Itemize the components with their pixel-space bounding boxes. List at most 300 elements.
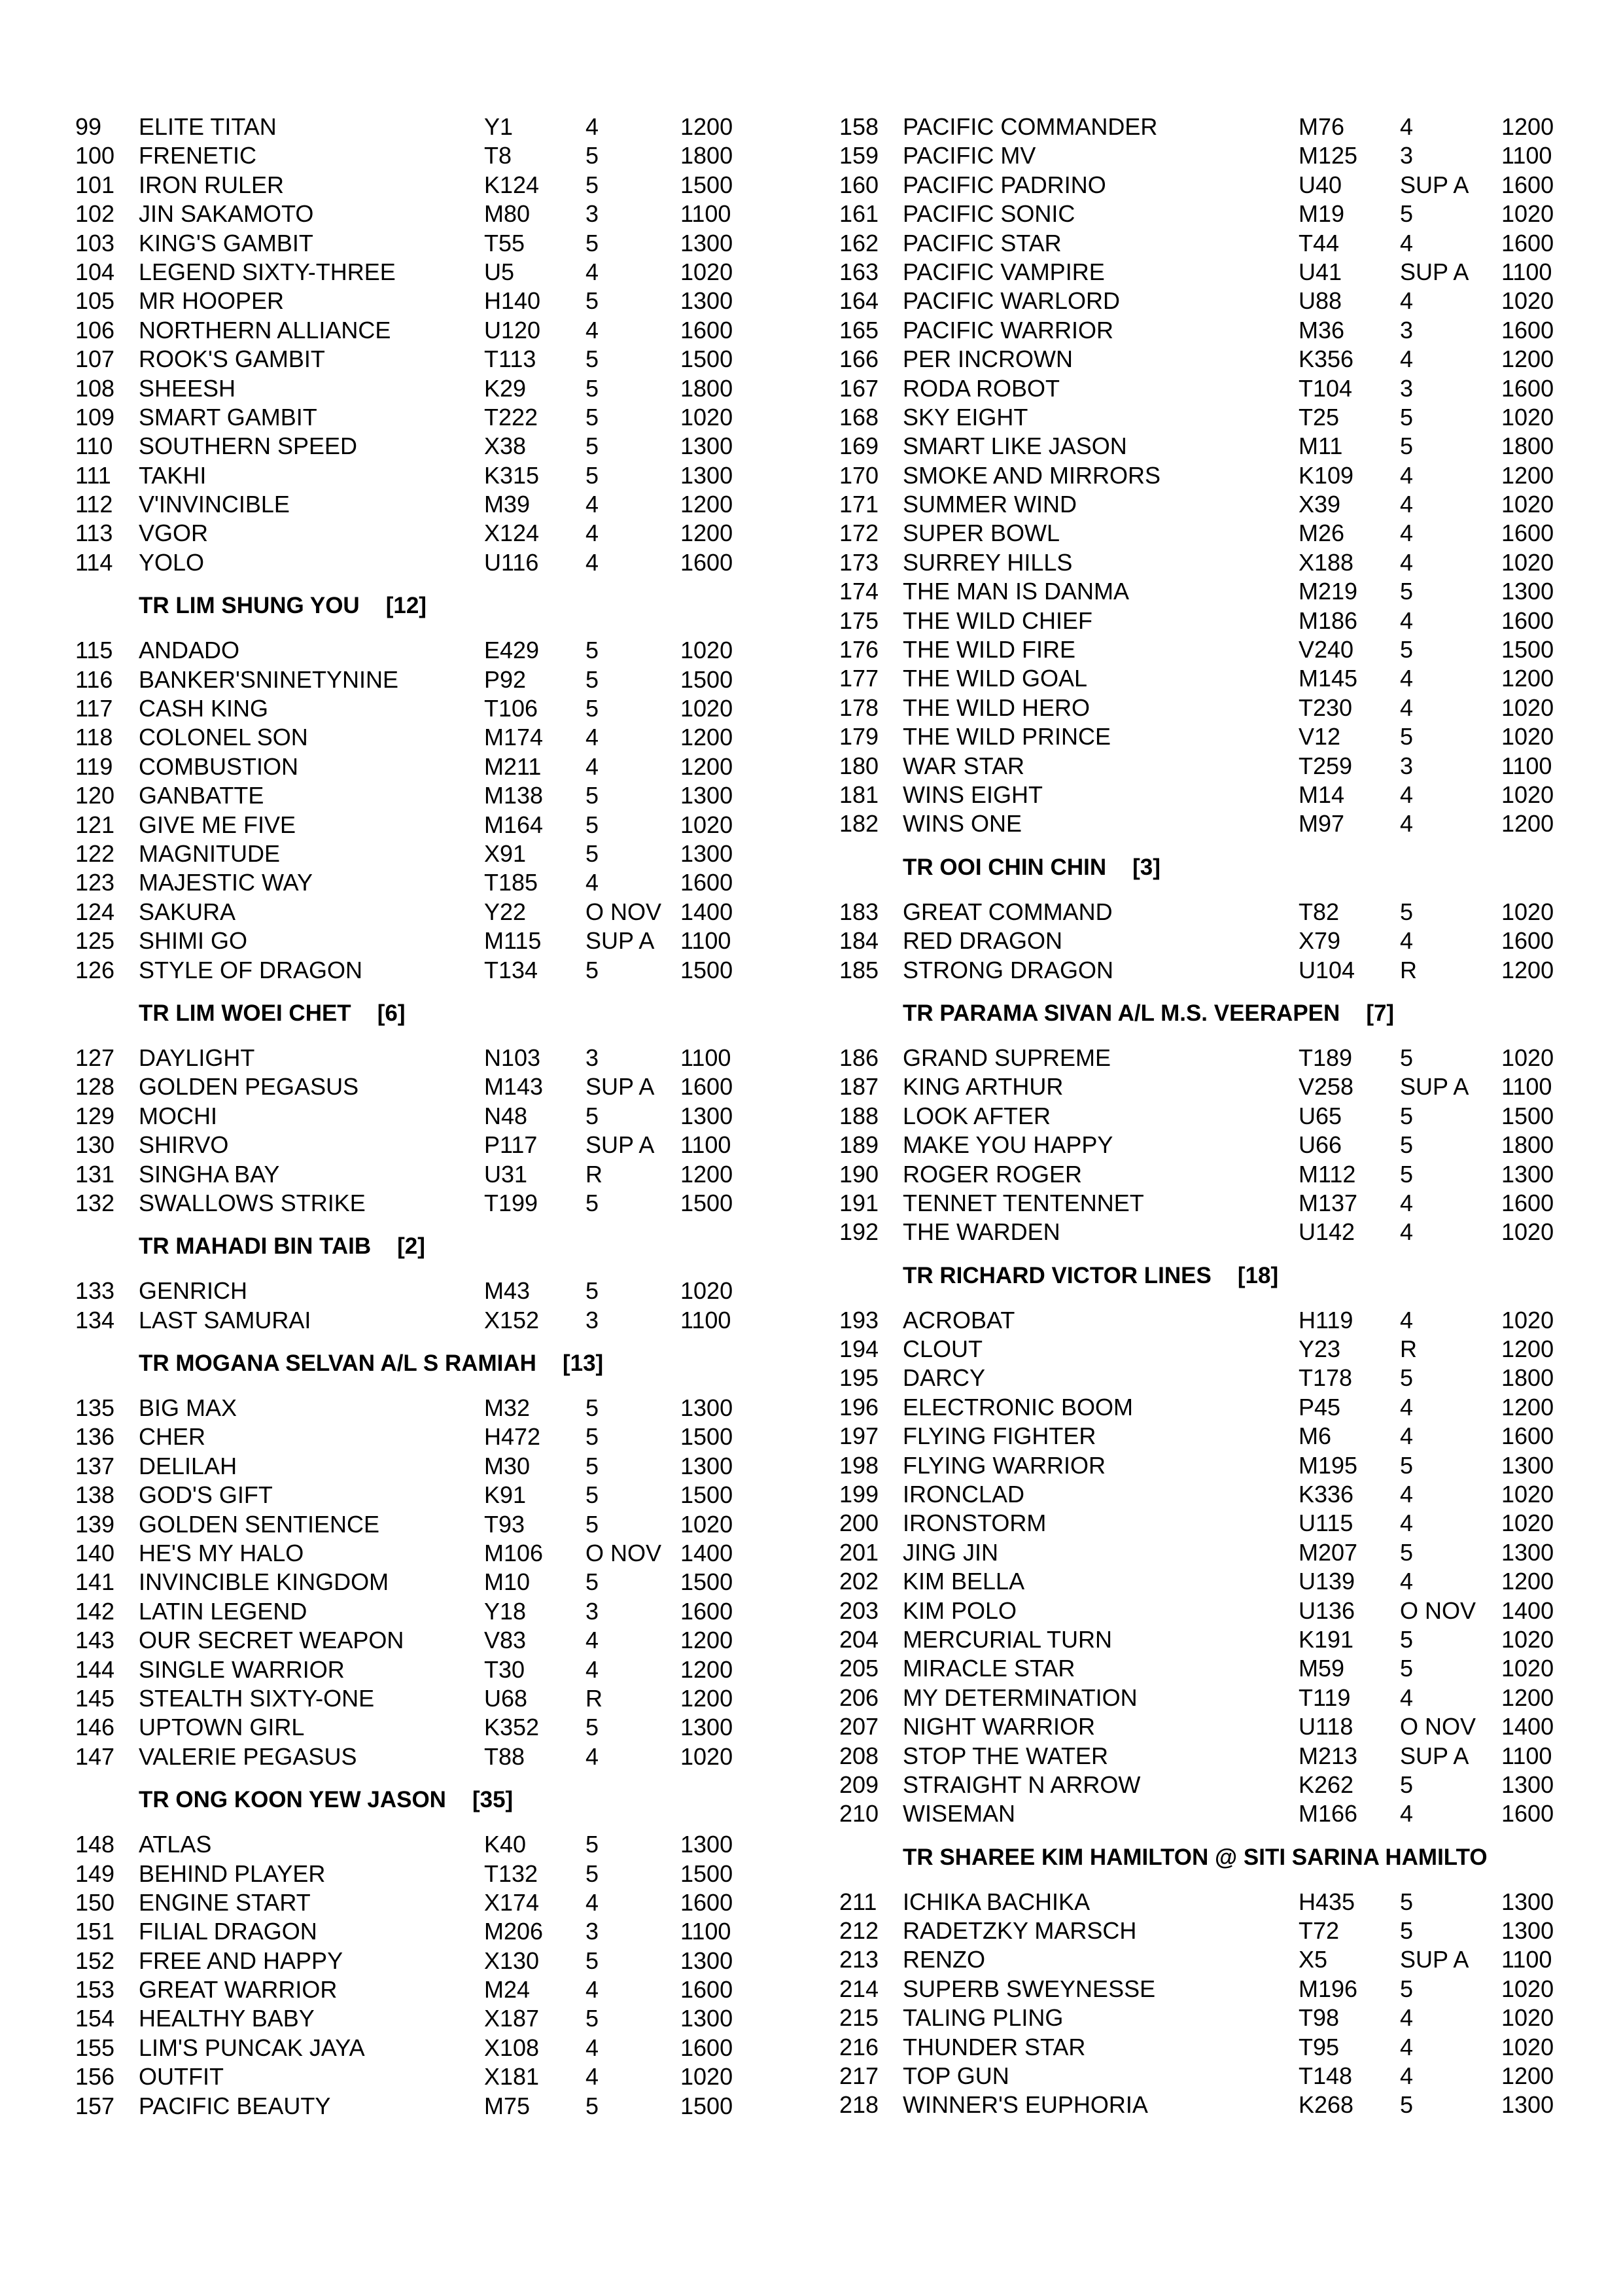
horse-weight: 1100 (1501, 1073, 1552, 1101)
horse-code: T178 (1299, 1364, 1353, 1392)
list-item (75, 898, 762, 927)
entry-number: 201 (839, 1538, 879, 1566)
horse-rating: 4 (585, 2063, 599, 2091)
entry-number: 99 (75, 113, 102, 140)
entry-number: 181 (839, 781, 879, 808)
horse-weight: 1200 (1501, 665, 1554, 692)
horse-name: CHER (139, 1423, 206, 1451)
horse-name: SKY EIGHT (903, 403, 1028, 431)
horse-weight: 1500 (680, 171, 733, 198)
trainer-heading (903, 1260, 1559, 1292)
entry-number: 206 (839, 1684, 879, 1711)
horse-name: SINGLE WARRIOR (139, 1655, 345, 1683)
list-item (75, 113, 762, 141)
entry-number: 137 (75, 1452, 115, 1479)
horse-rating: 5 (1400, 1364, 1414, 1392)
horse-code: M138 (484, 782, 544, 809)
horse-name: OUTFIT (139, 2063, 224, 2091)
list-item (75, 1160, 762, 1189)
horse-code: M26 (1299, 520, 1345, 547)
horse-code: T185 (484, 869, 538, 896)
horse-rating: 4 (585, 1976, 599, 2004)
horse-code: E429 (484, 637, 540, 664)
horse-rating: SUP A (585, 1073, 655, 1101)
horse-name: PACIFIC WARLORD (903, 287, 1121, 315)
horse-code: X5 (1299, 1946, 1328, 1973)
horse-name: TALING PLING (903, 2004, 1064, 2032)
horse-weight: 1800 (1501, 1131, 1554, 1159)
horse-weight: 1300 (1501, 2091, 1554, 2119)
list-item (839, 1451, 1559, 1480)
list-item (839, 722, 1559, 751)
horse-rating: SUP A (585, 927, 655, 955)
horse-rating: 5 (1400, 723, 1414, 751)
list-item (75, 548, 762, 577)
list-item (75, 374, 762, 403)
horse-weight: 1600 (1501, 1800, 1554, 1828)
trainer-name: TR SHAREE KIM HAMILTON @ SITI SARINA HAMILTO (903, 1844, 1488, 1870)
horse-weight: 1100 (680, 1306, 731, 1333)
horse-name: MAGNITUDE (139, 839, 280, 867)
list-item (75, 1742, 762, 1771)
list-item (839, 1509, 1559, 1538)
horse-rating: 5 (1400, 1451, 1414, 1479)
list-item (75, 781, 762, 810)
horse-code: T72 (1299, 1917, 1340, 1945)
list-item (839, 1306, 1559, 1335)
horse-name: GOLDEN PEGASUS (139, 1073, 359, 1101)
horse-rating: 5 (585, 1423, 599, 1451)
horse-weight: 1100 (1501, 752, 1552, 779)
horse-name: IRONSTORM (903, 1510, 1047, 1537)
horse-rating: 5 (585, 811, 599, 838)
horse-name: MAJESTIC WAY (139, 869, 313, 896)
horse-rating: 3 (585, 1597, 599, 1625)
horse-name: DELILAH (139, 1452, 237, 1479)
horse-code: T98 (1299, 2004, 1340, 2032)
horse-name: MAKE YOU HAPPY (903, 1131, 1113, 1159)
list-item (75, 1394, 762, 1422)
entry-number: 172 (839, 520, 879, 547)
horse-name: PACIFIC MV (903, 142, 1036, 169)
horse-name: LOOK AFTER (903, 1102, 1051, 1129)
horse-rating: 5 (1400, 1131, 1414, 1159)
horse-name: CLOUT (903, 1335, 983, 1363)
horse-name: MY DETERMINATION (903, 1684, 1138, 1711)
horse-name: RADETZKY MARSCH (903, 1917, 1137, 1945)
entry-number: 216 (839, 2033, 879, 2060)
horse-name: PER INCROWN (903, 345, 1073, 373)
horse-weight: 1300 (1501, 1888, 1554, 1915)
horse-weight: 1200 (680, 1627, 733, 1654)
horse-name: VGOR (139, 520, 209, 547)
horse-name: THE WILD PRINCE (903, 723, 1111, 751)
entry-number: 211 (839, 1888, 877, 1915)
horse-rating: 5 (585, 1481, 599, 1509)
list-item (839, 548, 1559, 577)
entry-number: 218 (839, 2091, 879, 2119)
entry-number: 108 (75, 374, 115, 402)
horse-weight: 1100 (680, 200, 731, 228)
horse-name: WISEMAN (903, 1800, 1016, 1828)
trainer-heading (139, 590, 762, 622)
list-item (839, 1044, 1559, 1072)
horse-name: ICHIKA BACHIKA (903, 1888, 1091, 1915)
entry-number: 210 (839, 1800, 879, 1828)
horse-weight: 1300 (680, 2005, 733, 2032)
entry-number: 148 (75, 1831, 115, 1858)
horse-name: KIM POLO (903, 1597, 1017, 1624)
horse-name: FILIAL DRAGON (139, 1918, 317, 1945)
horse-name: SHEESH (139, 374, 236, 402)
list-item (75, 811, 762, 839)
trainer-horse-count: [2] (397, 1233, 425, 1260)
horse-weight: 1020 (1501, 2004, 1554, 2032)
horse-rating: 5 (1400, 898, 1414, 925)
list-item (75, 927, 762, 955)
horse-weight: 1020 (680, 2063, 733, 2091)
horse-weight: 1300 (680, 1831, 733, 1858)
horse-code: M174 (484, 724, 544, 751)
horse-code: P92 (484, 665, 527, 693)
entry-number: 101 (75, 171, 115, 198)
horse-rating: R (585, 1160, 602, 1188)
trainer-block (839, 1260, 1559, 1829)
horse-code: V240 (1299, 636, 1354, 663)
entry-number: 184 (839, 927, 879, 955)
horse-code: U31 (484, 1160, 528, 1188)
entry-number: 122 (75, 839, 115, 867)
horse-weight: 1600 (1501, 229, 1554, 256)
horse-weight: 1500 (680, 1481, 733, 1509)
trainer-horse-count: [13] (562, 1351, 604, 1377)
horse-weight: 1500 (680, 665, 733, 693)
horse-rating: 5 (585, 637, 599, 664)
horse-code: U118 (1299, 1713, 1353, 1740)
list-item (839, 1625, 1559, 1654)
horse-code: M30 (484, 1452, 531, 1479)
entry-number: 104 (75, 258, 115, 285)
horse-weight: 1200 (680, 1684, 733, 1712)
horse-weight: 1200 (680, 491, 733, 518)
horse-code: U65 (1299, 1102, 1342, 1129)
horse-weight: 1800 (1501, 433, 1554, 460)
entry-number: 112 (75, 491, 113, 518)
trainer-name: TR MAHADI BIN TAIB (139, 1233, 372, 1260)
horse-weight: 1200 (1501, 113, 1554, 140)
horse-rating: O NOV (585, 1540, 662, 1567)
entry-number: 197 (839, 1422, 879, 1450)
horse-code: U104 (1299, 956, 1355, 983)
horse-weight: 1100 (1501, 142, 1552, 169)
horse-rating: 4 (585, 548, 599, 576)
entry-number: 146 (75, 1714, 115, 1741)
list-item (839, 287, 1559, 315)
horse-weight: 1500 (680, 2092, 733, 2119)
horse-code: M145 (1299, 665, 1358, 692)
horse-rating: 4 (585, 258, 599, 285)
list-item (839, 1888, 1559, 1916)
horse-weight: 1020 (1501, 781, 1554, 808)
horse-weight: 1020 (1501, 1044, 1554, 1071)
horse-code: K91 (484, 1481, 527, 1509)
horse-rating: 4 (585, 869, 599, 896)
entry-number: 200 (839, 1510, 879, 1537)
horse-rating: 5 (585, 2092, 599, 2119)
horse-code: M219 (1299, 578, 1358, 605)
list-item (839, 200, 1559, 228)
horse-name: THE WILD GOAL (903, 665, 1088, 692)
horse-code: X79 (1299, 927, 1341, 955)
entry-number: 157 (75, 2092, 115, 2119)
horse-rating: 4 (1400, 665, 1414, 692)
entry-number: 154 (75, 2005, 115, 2032)
horse-weight: 1400 (680, 898, 733, 925)
horse-name: WINS ONE (903, 810, 1022, 838)
list-item (75, 1568, 762, 1597)
horse-rating: 5 (585, 287, 599, 315)
entry-number: 107 (75, 345, 115, 373)
horse-weight: 1600 (680, 869, 733, 896)
list-item (75, 200, 762, 228)
list-item (839, 1597, 1559, 1625)
list-item (839, 113, 1559, 141)
list-item (75, 2004, 762, 2033)
horse-rating: 5 (1400, 1625, 1414, 1653)
entry-number: 140 (75, 1540, 115, 1567)
trainer-block (75, 1231, 762, 1335)
horse-code: M14 (1299, 781, 1345, 808)
trainer-name: TR LIM WOEI CHET (139, 1000, 351, 1026)
list-item (75, 316, 762, 345)
entry-number: 144 (75, 1655, 115, 1683)
horse-rating: 5 (585, 1568, 599, 1596)
horse-weight: 1300 (1501, 1451, 1554, 1479)
list-item (75, 1888, 762, 1917)
list-item (839, 1102, 1559, 1131)
horse-name: YOLO (139, 548, 205, 576)
list-item (839, 432, 1559, 461)
trainer-name: TR LIM SHUNG YOU (139, 593, 360, 619)
horse-rating: 5 (1400, 1044, 1414, 1071)
list-item (839, 2062, 1559, 2091)
entry-number: 124 (75, 898, 115, 925)
entry-number: 167 (839, 374, 879, 402)
trainer-horse-count: [3] (1132, 854, 1161, 880)
horse-name: DARCY (903, 1364, 986, 1392)
list-item (839, 1189, 1559, 1218)
list-item (839, 1218, 1559, 1246)
list-item (839, 1771, 1559, 1799)
horse-code: P117 (484, 1131, 538, 1159)
horse-weight: 1020 (1501, 491, 1554, 518)
horse-code: K352 (484, 1714, 540, 1741)
horse-rating: 4 (1400, 113, 1414, 140)
horse-name: SUMMER WIND (903, 491, 1077, 518)
horse-name: THE WILD CHIEF (903, 607, 1093, 634)
horse-code: U5 (484, 258, 515, 285)
list-item (75, 1452, 762, 1481)
horse-weight: 1600 (680, 548, 733, 576)
list-item (839, 258, 1559, 287)
entry-number: 103 (75, 229, 115, 256)
horse-name: LIM'S PUNCAK JAYA (139, 2034, 365, 2061)
horse-name: ATLAS (139, 1831, 212, 1858)
horse-name: GANBATTE (139, 782, 264, 809)
horse-code: M213 (1299, 1742, 1358, 1769)
horse-name: SMART GAMBIT (139, 403, 317, 431)
list-item (839, 1654, 1559, 1683)
horse-rating: SUP A (1400, 171, 1469, 198)
entry-number: 123 (75, 869, 115, 896)
horse-name: LAST SAMURAI (139, 1306, 311, 1333)
left-column (75, 113, 762, 2121)
horse-name: ELECTRONIC BOOM (903, 1393, 1134, 1421)
horse-code: T230 (1299, 694, 1353, 721)
horse-rating: 4 (1400, 548, 1414, 576)
horse-weight: 1100 (680, 1131, 731, 1159)
list-item (75, 345, 762, 374)
horse-weight: 1020 (1501, 1625, 1554, 1653)
horse-weight: 1020 (680, 1277, 733, 1305)
list-item (75, 229, 762, 258)
horse-rating: 4 (1400, 1218, 1414, 1246)
horse-weight: 1600 (680, 1888, 733, 1916)
horse-weight: 1800 (680, 374, 733, 402)
horse-name: HEALTHY BABY (139, 2005, 315, 2032)
horse-weight: 1020 (680, 695, 733, 722)
horse-code: H140 (484, 287, 541, 315)
list-item (839, 1538, 1559, 1567)
horse-name: PACIFIC VAMPIRE (903, 258, 1105, 285)
horse-weight: 1100 (680, 927, 731, 955)
entry-number: 163 (839, 258, 879, 285)
horse-name: ELITE TITAN (139, 113, 277, 140)
horse-rating: 4 (585, 1655, 599, 1683)
horse-rating: 4 (1400, 1684, 1414, 1711)
horse-code: M19 (1299, 200, 1345, 228)
horse-name: HE'S MY HALO (139, 1540, 304, 1567)
horse-rating: 5 (1400, 1771, 1414, 1798)
list-item (75, 636, 762, 665)
horse-rating: 4 (1400, 1481, 1414, 1508)
horse-name: JIN SAKAMOTO (139, 200, 314, 228)
horse-code: X91 (484, 839, 527, 867)
trainer-block (839, 998, 1559, 1247)
list-item (75, 1597, 762, 1626)
horse-rating: 4 (1400, 1800, 1414, 1828)
horse-code: H472 (484, 1423, 541, 1451)
horse-code: M80 (484, 200, 531, 228)
horse-name: WINNER'S EUPHORIA (903, 2091, 1148, 2119)
list-item (75, 1860, 762, 1888)
horse-weight: 1600 (680, 1597, 733, 1625)
horse-rating: 4 (1400, 927, 1414, 955)
entry-number: 126 (75, 956, 115, 983)
horse-rating: 4 (1400, 461, 1414, 489)
entry-number: 119 (75, 752, 113, 780)
horse-code: U139 (1299, 1568, 1355, 1595)
entry-number: 132 (75, 1189, 115, 1216)
horse-rating: 4 (1400, 287, 1414, 315)
list-item (75, 1626, 762, 1655)
horse-rating: 4 (1400, 1393, 1414, 1421)
horse-code: P45 (1299, 1393, 1341, 1421)
horse-weight: 1200 (1501, 810, 1554, 838)
horse-weight: 1500 (680, 1860, 733, 1887)
horse-code: M125 (1299, 142, 1358, 169)
horse-code: T134 (484, 956, 538, 983)
list-item (75, 287, 762, 315)
entry-number: 194 (839, 1335, 879, 1363)
horse-rating: 3 (585, 1918, 599, 1945)
horse-weight: 1020 (1501, 1655, 1554, 1682)
entry-number: 115 (75, 637, 113, 664)
trainer-heading (139, 1348, 762, 1379)
horse-weight: 1500 (1501, 1102, 1554, 1129)
horse-code: K124 (484, 171, 540, 198)
entry-number: 139 (75, 1510, 115, 1538)
list-item (839, 1480, 1559, 1509)
horse-name: KING'S GAMBIT (139, 229, 313, 256)
list-item (75, 1830, 762, 1859)
list-item (75, 752, 762, 781)
horse-rating: 5 (1400, 1655, 1414, 1682)
entry-number: 141 (75, 1568, 115, 1596)
horse-rating: 4 (585, 1742, 599, 1770)
horse-code: V258 (1299, 1073, 1354, 1101)
list-item (75, 956, 762, 985)
horse-code: U41 (1299, 258, 1342, 285)
horse-weight: 1020 (1501, 2033, 1554, 2060)
entry-number: 125 (75, 927, 115, 955)
entry-number: 179 (839, 723, 879, 751)
list-item (839, 1975, 1559, 2004)
horse-code: X187 (484, 2005, 540, 2032)
horse-weight: 1300 (680, 839, 733, 867)
entry-number: 151 (75, 1918, 115, 1945)
horse-code: T148 (1299, 2062, 1353, 2090)
horse-name: SINGHA BAY (139, 1160, 280, 1188)
horse-rating: 4 (585, 724, 599, 751)
horse-code: U40 (1299, 171, 1342, 198)
trainer-name: TR RICHARD VICTOR LINES (903, 1262, 1212, 1288)
horse-code: Y22 (484, 898, 527, 925)
trainer-name: TR PARAMA SIVAN A/L M.S. VEERAPEN (903, 1000, 1340, 1026)
horse-code: M211 (484, 752, 542, 780)
list-item (75, 839, 762, 868)
horse-weight: 1200 (1501, 956, 1554, 983)
horse-name: ENGINE START (139, 1888, 311, 1916)
trainer-heading (139, 1231, 762, 1262)
horse-code: M10 (484, 1568, 531, 1596)
entry-number: 111 (75, 461, 111, 489)
entry-number: 217 (839, 2062, 879, 2090)
entry-number: 127 (75, 1044, 115, 1071)
right-column (839, 113, 1559, 2120)
trainer-block (75, 113, 762, 577)
horse-weight: 1800 (1501, 1364, 1554, 1392)
horse-rating: 5 (1400, 1888, 1414, 1915)
horse-name: MOCHI (139, 1102, 217, 1129)
entry-number: 193 (839, 1306, 879, 1333)
entry-number: 150 (75, 1888, 115, 1916)
list-item (75, 1277, 762, 1305)
horse-rating: 4 (585, 1627, 599, 1654)
horse-code: M166 (1299, 1800, 1358, 1828)
list-item (75, 1684, 762, 1713)
horse-rating: 5 (585, 1947, 599, 1974)
